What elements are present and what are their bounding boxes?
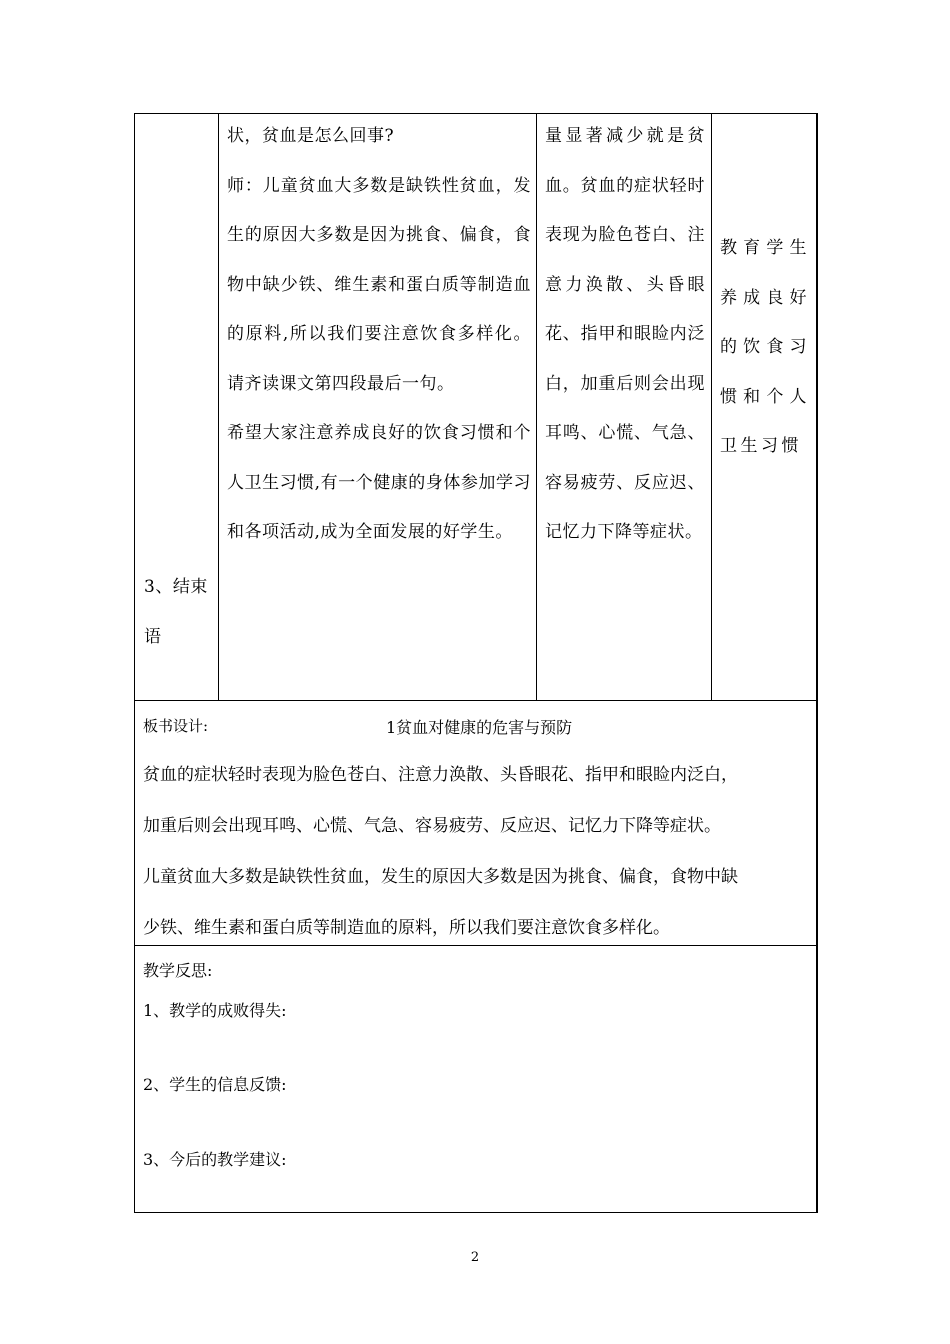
board-line: 儿童贫血大多数是缺铁性贫血，发生的原因大多数是因为挑食、偏食，食物中缺 <box>143 867 738 887</box>
board-design-title: 1贫血对健康的危害与预防 <box>386 718 573 737</box>
stage-label: 3、结束语 <box>144 577 208 647</box>
reflection-item: 3、今后的教学建议: <box>143 1150 287 1169</box>
board-line: 贫血的症状轻时表现为脸色苍白、注意力涣散、头昏眼花、指甲和眼睑内泛白， <box>143 765 738 785</box>
student-activity-cell: 量显著减少就是贫血。贫血的症状轻时表现为脸色苍白、注意力涣散、头昏眼花、指甲和眼睑内泛白，加重后则会出现耳鸣、心慌、气急、容易疲劳、反应迟、记忆力下降等症状。 <box>545 126 705 542</box>
column-divider <box>711 113 712 700</box>
board-line: 少铁、维生素和蛋白质等制造血的原料，所以我们要注意饮食多样化。 <box>143 918 670 938</box>
teacher-paragraph: 状，贫血是怎么回事? <box>227 126 395 146</box>
design-intent-cell: 教育学生养成良好的饮食习惯和个人卫生习惯 <box>720 238 810 456</box>
board-design-header <box>143 715 813 739</box>
reflection-item: 1、教学的成败得失: <box>143 1001 287 1020</box>
teacher-activity-cell <box>227 112 531 558</box>
reflection-item: 2、学生的信息反馈: <box>143 1075 287 1094</box>
column-divider <box>218 113 219 700</box>
board-design-body <box>143 750 813 954</box>
row-divider <box>134 700 818 701</box>
board-design-label: 板书设计: <box>143 717 209 735</box>
teacher-paragraph: 师：儿童贫血大多数是缺铁性贫血，发生的原因大多数是因为挑食、偏食，食物中缺少铁、维生素和蛋白质等制造血的原料,所以我们要注意饮食多样化。 请齐读课文第四段最后一句。 <box>227 175 531 394</box>
teacher-paragraph: 希望大家注意养成良好的饮食习惯和个人卫生习惯,有一个健康的身体参加学习和各项活动,成为全面发展的好学生。 <box>227 423 531 542</box>
column-divider <box>536 113 537 700</box>
board-line: 加重后则会出现耳鸣、心慌、气急、容易疲劳、反应迟、记忆力下降等症状。 <box>143 816 721 836</box>
reflection-title: 教学反思: <box>143 961 213 980</box>
page-number: 2 <box>470 1250 480 1265</box>
